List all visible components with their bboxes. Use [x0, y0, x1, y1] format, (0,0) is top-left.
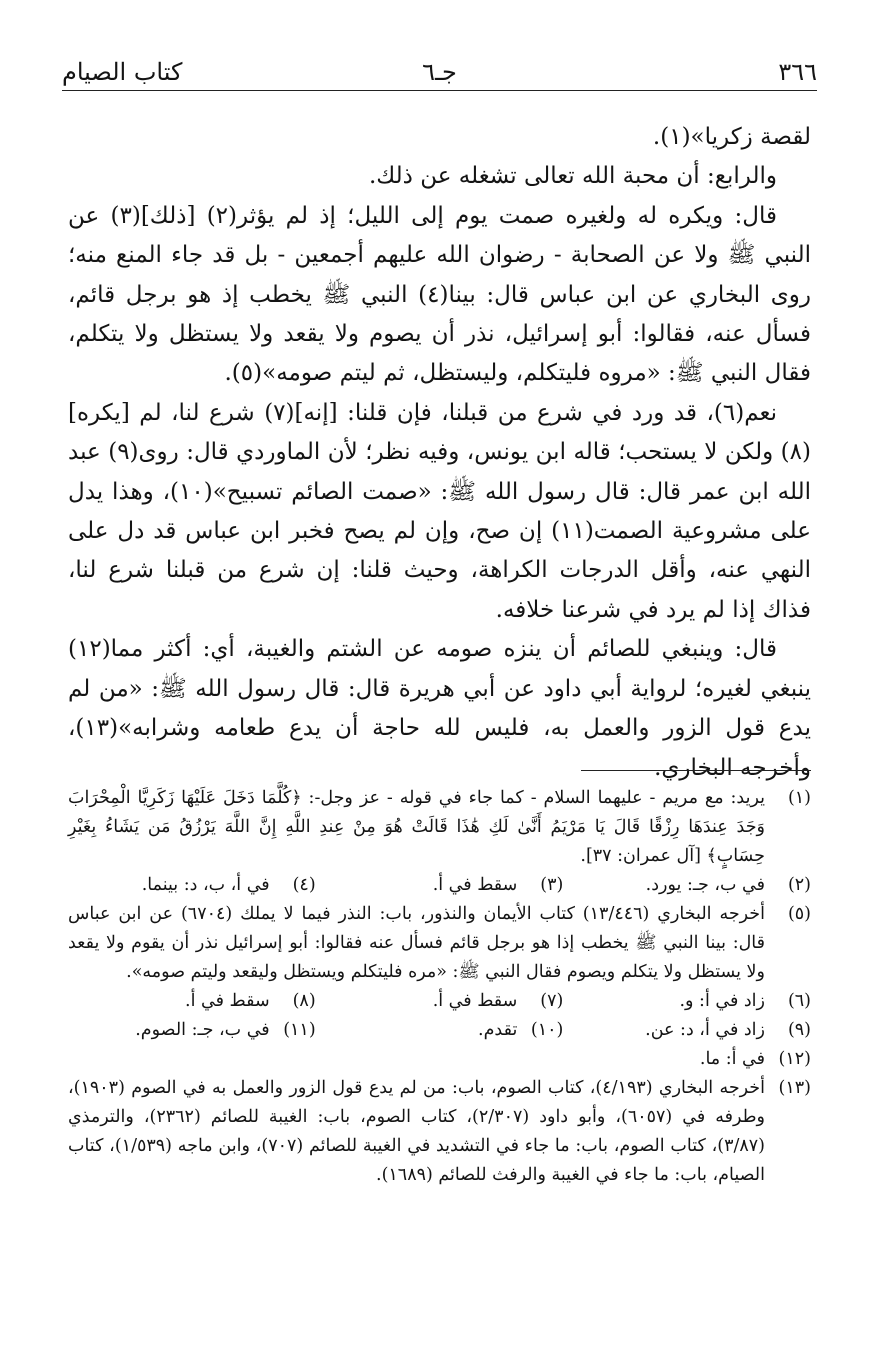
footnote-text: في أ: ما.: [699, 1049, 765, 1069]
footnote-number: (٩): [787, 1020, 811, 1040]
footnote-number: (١١): [283, 1020, 316, 1040]
footnote-number: (٢): [787, 875, 811, 895]
footnote-text: في ب، جـ: يورد.: [645, 875, 765, 895]
volume-label: جـ٦: [422, 58, 457, 86]
paragraph-3: قال: ويكره له ولغيره صمت يوم إلى الليل؛ إذ لم يؤثر(٢) [ذلك](٣) عن النبي ﷺ ولا عن الصحابة - رضوان الله عليهم أجمعين - بل قد جاء المنع منه؛ روى البخاري عن ابن عباس قال: بينا(٤) النبي ﷺ يخطب إذ هو برجل قائم، فسأل عنه، فقالوا: أبو إسرائيل، نذر أن يصوم ولا يقعد ولا يستظل ولا يتكلم، فقال النبي ﷺ: «مروه فليتكلم، وليستظل، ثم ليتم صومه»(٥).: [68, 202, 812, 387]
paragraph-1: لقصة زكريا»(١).: [652, 124, 811, 150]
footnotes: [68, 784, 811, 1190]
footnote-1: [68, 784, 811, 871]
footnote-5: [68, 900, 811, 987]
footnote-text: في أ، ب، د: بينما.: [141, 875, 270, 895]
footnote-row-9-11: [68, 1016, 811, 1045]
footnote-number: (٦): [787, 991, 811, 1011]
footnote-10: [316, 1016, 564, 1045]
footnote-row-2-4: [68, 871, 811, 900]
footnote-6: [563, 987, 811, 1016]
footnote-13: [68, 1074, 811, 1190]
footnote-text: زاد في أ: و.: [679, 991, 765, 1011]
footnote-number: (١٠): [530, 1020, 564, 1040]
footnote-text: سقط في أ.: [185, 991, 270, 1011]
running-header: [62, 50, 817, 91]
book-title: كتاب الصيام: [62, 58, 183, 86]
footnote-number: (٤): [292, 875, 316, 895]
footnote-number: (٨): [292, 991, 316, 1011]
footnote-text: زاد في أ، د: عن.: [645, 1020, 765, 1040]
paragraph-5: قال: وينبغي للصائم أن ينزه صومه عن الشتم والغيبة، أي: أكثر مما(١٢) ينبغي لغيره؛ لرواية أبي داود عن أبي هريرة قال: قال رسول الله ﷺ: «من لم يدع قول الزور والعمل به، فليس لله حاجة أن يدع طعامه وشرابه»(١٣)، وأخرجه البخاري.: [68, 636, 811, 781]
footnote-4: [68, 871, 316, 900]
footnote-text: سقط في أ.: [432, 875, 518, 895]
footnote-number: (٣): [540, 875, 564, 895]
footnote-3: [316, 871, 564, 900]
footnote-number: (٧): [540, 991, 564, 1011]
footnote-7: [316, 987, 564, 1016]
footnote-row-6-8: [68, 987, 811, 1016]
footnote-number: (١٢): [778, 1049, 811, 1069]
footnote-number: (١٣): [778, 1078, 811, 1098]
page-number: ٣٦٦: [778, 58, 817, 86]
footnote-text: في ب، جـ: الصوم.: [135, 1020, 270, 1040]
footnote-number: (٥): [787, 904, 811, 924]
footnote-text: أخرجه البخاري (١٣/٤٤٦) كتاب الأيمان والنذور، باب: النذر فيما لا يملك (٦٧٠٤) عن ابن عباس قال: بينا النبي ﷺ يخطب إذا هو برجل قائم فسأل عنه فقالوا: أبو إسرائيل نذر أن يقوم ولا يقعد ولا يستظل ولا يتكلم ويصوم فقال النبي ﷺ: «مره فليتكلم ويستظل وليقعد وليتم صومه».: [68, 904, 765, 982]
footnote-8: [68, 987, 316, 1016]
footnote-9: [563, 1016, 811, 1045]
footnote-separator: [581, 770, 811, 771]
footnote-text: يريد: مع مريم - عليهما السلام - كما جاء في قوله - عز وجل-: ﴿كُلَّمَا دَخَلَ عَلَيْهَا زَكَرِيَّا الْمِحْرَابَ وَجَدَ عِندَهَا رِزْقًا قَالَ يَا مَرْيَمُ أَنَّىٰ لَكِ هَٰذَا قَالَتْ هُوَ مِنْ عِندِ اللَّهِ إِنَّ اللَّهَ يَرْزُقُ مَن يَشَاءُ بِغَيْرِ حِسَابٍ﴾ [آل عمران: ٣٧].: [68, 788, 765, 866]
footnote-11: [68, 1016, 316, 1045]
footnote-text: سقط في أ.: [432, 991, 518, 1011]
paragraph-2: والرابع: أن محبة الله تعالى تشغله عن ذلك.: [368, 163, 777, 190]
paragraph-4: نعم(٦)، قد ورد في شرع من قبلنا، فإن قلنا: [إنه](٧) شرع لنا، لم [يكره](٨) ولكن لا يستحب؛ قاله ابن يونس، وفيه نظر؛ لأن الماوردي قال: روى(٩) عبد الله ابن عمر قال: قال رسول الله ﷺ: «صمت الصائم تسبيح»(١٠)، وهذا يدل على مشروعية الصمت(١١) إن صح، وإن لم يصح فخبر ابن عباس قد دل على النهي عنه، وأقل الدرجات الكراهة، وحيث قلنا: إن شرع من قبلنا شرع لنا، فذاك إذا لم يرد في شرعنا خلافه.: [68, 399, 812, 623]
footnote-12: [68, 1045, 811, 1074]
footnote-2: [563, 871, 811, 900]
footnote-number: (١): [787, 788, 811, 808]
main-text: [68, 118, 811, 788]
footnote-text: أخرجه البخاري (٤/١٩٣)، كتاب الصوم، باب: من لم يدع قول الزور والعمل به في الصوم (١٩٠٣)، وطرفه في (٦٠٥٧)، وأبو داود (٢/٣٠٧)، كتاب الصوم، باب: الغيبة للصائم (٢٣٦٢)، والترمذي (٣/٨٧)، كتاب الصوم، باب: ما جاء في التشديد في الغيبة للصائم (٧٠٧)، وابن ماجه (١/٥٣٩)، كتاب الصيام، باب: ما جاء في الغيبة والرفث للصائم (١٦٨٩).: [68, 1078, 765, 1185]
footnote-text: تقدم.: [478, 1020, 518, 1040]
